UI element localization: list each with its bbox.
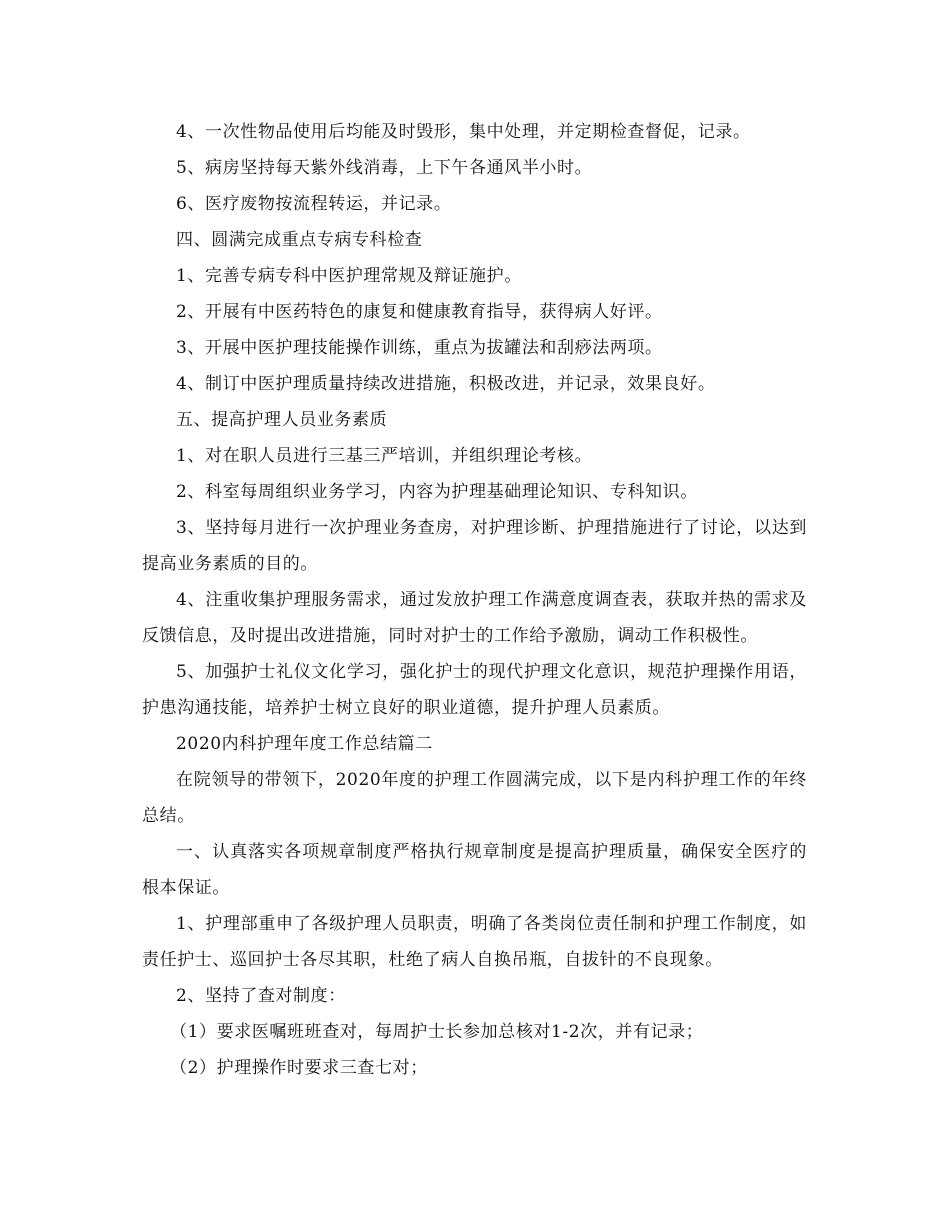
paragraph: 5、加强护士礼仪文化学习，强化护士的现代护理文化意识，规范护理操作用语，护患沟通技能，培养护士树立良好的职业道德，提升护理人员素质。: [142, 662, 807, 718]
document-title: 2020内科护理年度工作总结篇二: [176, 734, 433, 754]
paragraph: 1、护理部重申了各级护理人员职责，明确了各类岗位责任制和护理工作制度，如责任护士、巡回护士各尽其职，杜绝了病人自换吊瓶，自拔针的不良现象。: [142, 914, 807, 970]
paragraph: 6、医疗废物按流程转运，并记录。: [176, 194, 452, 214]
document-body: [142, 114, 807, 1086]
section-heading: 四、圆满完成重点专病专科检查: [176, 230, 423, 250]
paragraph: 3、坚持每月进行一次护理业务查房，对护理诊断、护理措施进行了讨论，以达到提高业务素质的目的。: [142, 518, 807, 574]
list-item: （1）要求医嘱班班查对，每周护士长参加总核对1-2次，并有记录；: [170, 1022, 704, 1042]
paragraph: 5、病房坚持每天紫外线消毒，上下午各通风半小时。: [176, 158, 593, 178]
list-item: （2）护理操作时要求三查七对；: [170, 1058, 428, 1078]
paragraph: 1、完善专病专科中医护理常规及辩证施护。: [176, 266, 522, 286]
paragraph: 1、对在职人员进行三基三严培训，并组织理论考核。: [176, 446, 593, 466]
paragraph: 4、一次性物品使用后均能及时毁形，集中处理，并定期检查督促，记录。: [176, 122, 751, 142]
paragraph: 2、坚持了查对制度：: [176, 986, 346, 1006]
paragraph: 在院领导的带领下，2020年度的护理工作圆满完成，以下是内科护理工作的年终总结。: [142, 770, 807, 826]
section-heading: 五、提高护理人员业务素质: [176, 410, 388, 430]
section-heading: 一、认真落实各项规章制度严格执行规章制度是提高护理质量，确保安全医疗的根本保证。: [142, 842, 807, 898]
paragraph: 3、开展中医护理技能操作训练，重点为拔罐法和刮痧法两项。: [176, 338, 663, 358]
paragraph: 4、注重收集护理服务需求，通过发放护理工作满意度调查表，获取并热的需求及反馈信息，及时提出改进措施，同时对护士的工作给予激励，调动工作积极性。: [142, 590, 807, 646]
paragraph: 2、开展有中医药特色的康复和健康教育指导，获得病人好评。: [176, 302, 663, 322]
paragraph: 2、科室每周组织业务学习，内容为护理基础理论知识、专科知识。: [176, 482, 698, 502]
paragraph: 4、制订中医护理质量持续改进措施，积极改进，并记录，效果良好。: [176, 374, 716, 394]
